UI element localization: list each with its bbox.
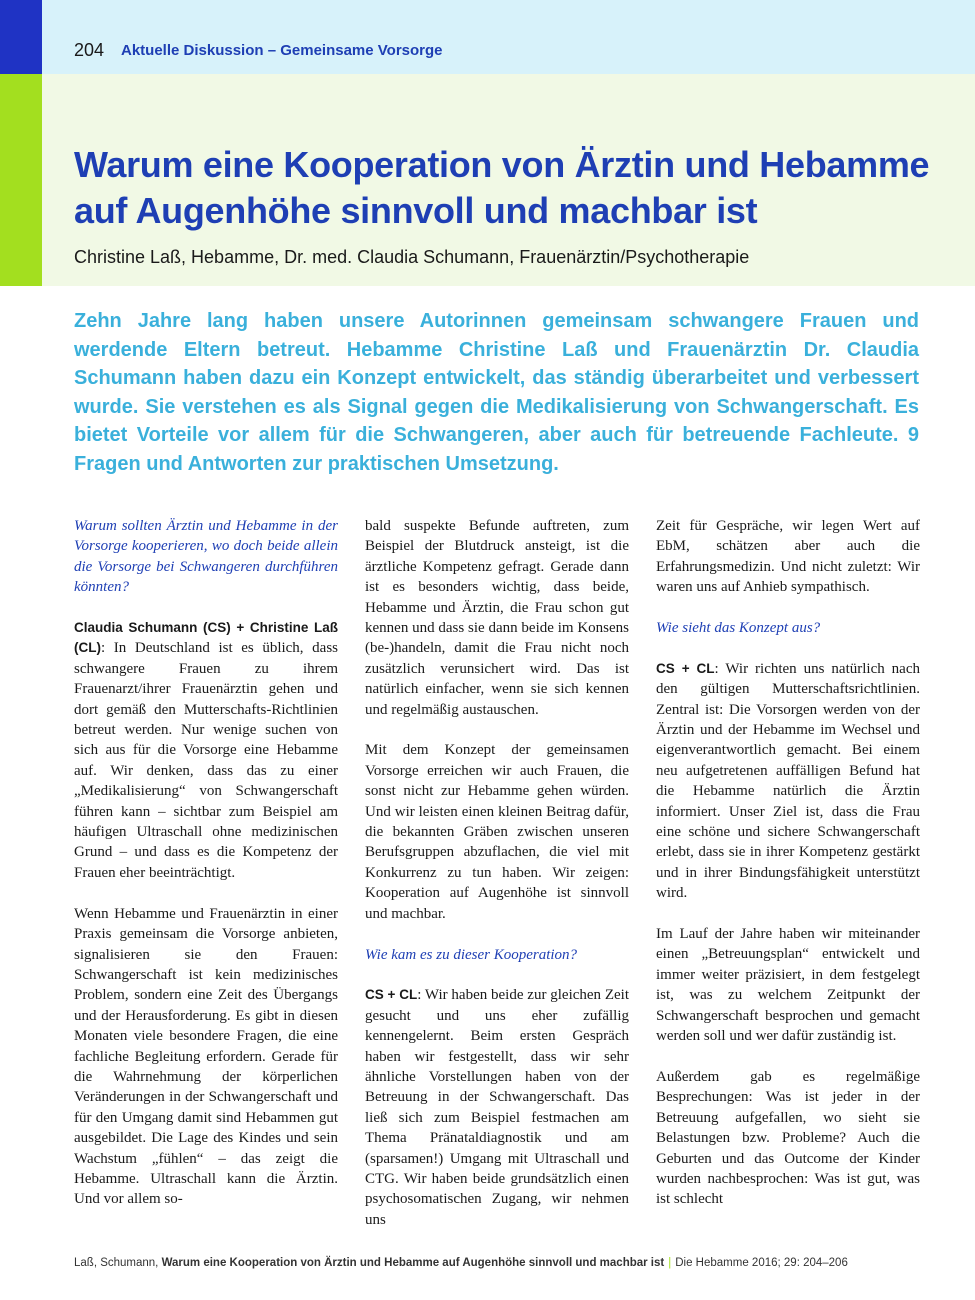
footer-title: Warum eine Kooperation von Ärztin und Hebamme auf Augenhöhe sinnvoll und machbar ist	[161, 1257, 665, 1269]
green-edge-strip	[0, 74, 42, 286]
body-paragraph: Mit dem Konzept der gemeinsamen Vorsorge erreichen wir auch Frauen, die sonst nicht zur Hebamme gehen würden. Und wir leisten einen kleinen Beitrag dafür, die bekannten Gräben zwischen unseren Berufsgruppen abzuflachen, die viel mit Konkurrenz zu tun haben. Wir zeigen: Kooperation auf Augenhöhe ist sinnvoll und machbar.	[365, 742, 629, 922]
lead-paragraph: Zehn Jahre lang haben unsere Autorinnen gemeinsam schwangere Frauen und werdende Eltern betreut. Hebamme Christine Laß und Frauenärztin Dr. Claudia Schumann haben dazu ein Konzept entwickelt, das ständig überarbeitet und verbessert wurde. Sie verstehen es als Signal gegen die Medikalisierung von Schwangerschaft. Es bietet Vorteile vor allem für die Schwangeren, aber auch für betreuende Fachleute. 9 Fragen und Antworten zur praktischen Umsetzung.	[74, 310, 919, 475]
body-paragraph: bald suspekte Befunde auftreten, zum Beispiel der Blutdruck ansteigt, ist die ärztliche Kompetenz gefragt. Gerade dann ist es besonders wichtig, dass beide, Hebamme und Ärztin, die Frau schon gut kennen und dass sie dann beide im Konsens (be-)handeln, damit die Frau nicht noch zusätzlich verunsichert wird. Das ist natürlich einfacher, wenn sie sich kennen und regelmäßig austauschen.	[365, 518, 629, 718]
page-number: 204	[74, 40, 105, 60]
body-paragraph: Wenn Hebamme und Frauenärztin in einer Praxis gemeinsam die Vorsorge anbieten, signalisieren sie den Frauen: Schwangerschaft ist kein medizinisches Problem, sondern eine Zeit des Übergangs und der Herausforderung. Es gibt in diesen Monaten viele besondere Fragen, die eine fachliche Begleitung erfordern. Gerade für die Wahrnehmung der körperlichen Veränderungen in der Schwangerschaft und für den Umgang damit sind Hebammen gut ausgebildet. Die Lage des Kindes und sein Wachstum „fühlen“ – das zeigt die Hebamme. Ultraschall kann die Ärztin. Und vor allem so-	[74, 905, 338, 1208]
answer-2	[365, 985, 629, 1230]
footer-authors: Laß, Schumann,	[74, 1257, 159, 1269]
body-paragraph: Zeit für Gespräche, wir legen Wert auf EbM, schätzen aber auch die Erfahrungsmedizin. Und nicht zuletzt: Wir waren uns auf Anhieb sympathisch.	[656, 518, 920, 596]
answer-text: : Wir richten uns natürlich nach den gültigen Mutterschaftsrichtlinien. Zentral ist: Die Vorsorgen werden von der Ärztin und der Hebamme im Wechsel und eigenverantwortlich gemacht. Bei einem neu aufgetretenen auffälligen Befund hat die Hebamme natürlich die Ärztin informiert. Unser Ziel ist, dass die Frau eine schöne und sichere Schwangerschaft erlebt, dass sie in ihrer Kompetenz gestärkt und in ihrer Bindungsfähigkeit unterstützt wird.	[656, 660, 920, 902]
answer-3	[656, 659, 920, 904]
text-column-1	[74, 516, 338, 1210]
running-head: Aktuelle Diskussion – Gemeinsame Vorsorge	[121, 42, 443, 59]
answer-1	[74, 618, 338, 883]
authors-line: Christine Laß, Hebamme, Dr. med. Claudia Schumann, Frauenärztin/Psychotherapie	[74, 247, 750, 267]
question-1: Warum sollten Ärztin und Hebamme in der Vorsorge kooperieren, wo doch beide allein die Vorsorge bei Schwangeren durchführen könnten?	[74, 518, 338, 596]
text-column-2	[365, 516, 629, 1230]
text-column-3	[656, 516, 920, 1210]
footer-journal: Die Hebamme 2016; 29: 204–206	[675, 1257, 848, 1269]
footer-separator: |	[668, 1257, 672, 1269]
question-2: Wie kam es zu dieser Kooperation?	[365, 946, 578, 963]
question-3: Wie sieht das Konzept aus?	[656, 620, 821, 637]
header-band	[42, 0, 975, 74]
footer-citation	[74, 1257, 848, 1269]
blue-edge-strip	[0, 0, 42, 74]
answer-text: : Wir haben beide zur gleichen Zeit gesucht und uns eher zufällig kennengelernt. Beim ersten Gespräch haben wir festgestellt, dass wir sehr ähnliche Vorstellungen haben von der Betreuung in der Schwangerschaft. Das ließ sich zum Beispiel festmachen am Thema Pränataldiagnostik und am (sparsamen!) Umgang mit Ultraschall und CTG. Wir haben beide grundsätzlich einen psychosomatischen Zugang, wir nehmen uns	[365, 987, 629, 1228]
speaker-label: CS + CL	[656, 660, 715, 676]
body-paragraph: Im Lauf der Jahre haben wir miteinander einen „Betreuungsplan“ entwickelt und immer weiter präzisiert, in dem festgelegt ist, was zu welchem Zeitpunkt der Schwangerschaft besprochen und gemacht werden soll und wer dafür zuständig ist.	[656, 926, 920, 1045]
article-title: Warum eine Kooperation von Ärztin und Hebamme auf Augenhöhe sinnvoll und machbar ist	[74, 144, 930, 231]
body-paragraph: Außerdem gab es regelmäßige Besprechungen: Was ist jeder in der Betreuung aufgefallen, wo sieht sie Belastungen bzw. Probleme? Auch die Geburten und das Outcome der Kinder wurden nachbesprochen: Was ist gut, was ist schlecht	[656, 1068, 920, 1208]
speaker-label: Claudia Schumann (CS) + Christine Laß (CL)	[74, 620, 338, 656]
answer-text: : In Deutschland ist es üblich, dass schwangere Frauen zu ihrem Frauenarzt/ihrer Frauenärztin gehen und dort gemäß den Mutterschafts-Richtlinien betreut werden. Nur wenige suchen von sich aus für die Vorsorge eine Hebamme auf. Wir denken, dass das zu einer „Medikalisierung“ von Schwangerschaft führen kann – sichtbar zum Beispiel am häufigen Ultraschall ohne medizinischen Grund – und dass es die Kompetenz der Frauen eher beeinträchtigt.	[74, 640, 338, 881]
speaker-label: CS + CL	[365, 987, 418, 1003]
